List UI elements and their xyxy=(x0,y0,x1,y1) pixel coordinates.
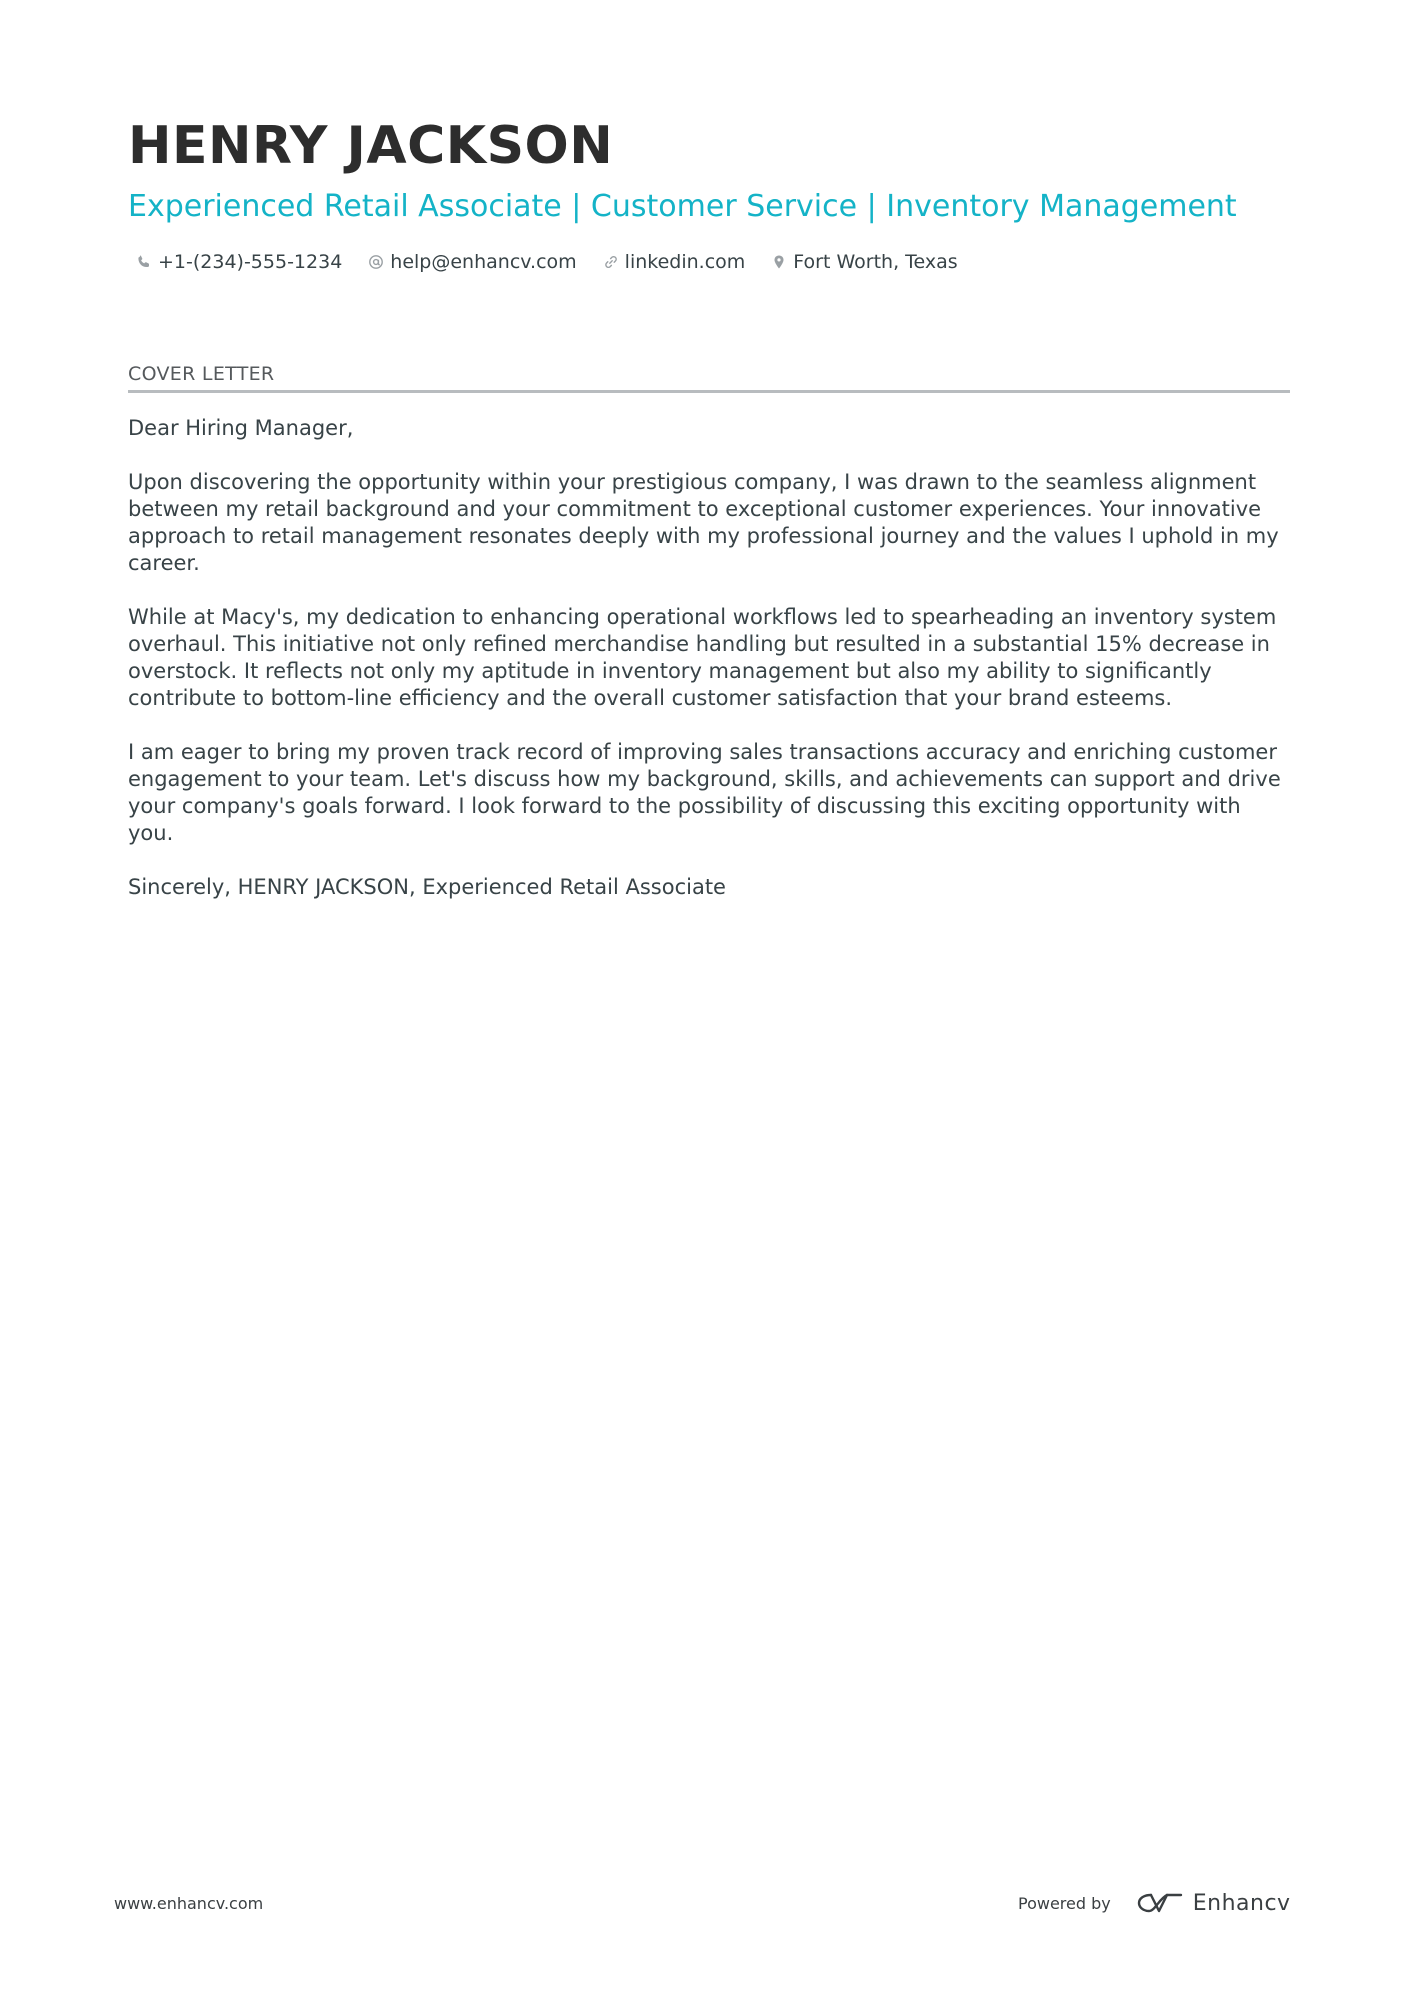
brand-name: Enhancv xyxy=(1192,1890,1291,1916)
enhancv-logo-icon xyxy=(1137,1890,1183,1916)
footer-url[interactable]: www.enhancv.com xyxy=(114,1894,264,1913)
letter-body xyxy=(128,415,1290,901)
candidate-headline: Experienced Retail Associate | Customer Service | Inventory Management xyxy=(128,189,1237,224)
phone-icon xyxy=(136,254,152,270)
letter-paragraph: Upon discovering the opportunity within your prestigious company, I was drawn to the seamless alignment between my retail background and your commitment to exceptional customer experiences. Your innovative approach to retail management resonates deeply with my professional journey and the values I uphold in my career. xyxy=(128,470,1279,575)
powered-by[interactable] xyxy=(1018,1890,1291,1916)
contact-email[interactable] xyxy=(368,251,576,273)
letter-paragraph: I am eager to bring my proven track record of improving sales transactions accuracy and enriching customer engagement to your team. Let's discuss how my background, skills, and achievements can support and drive your company's goals forward. I look forward to the possibility of discussing this exciting opportunity with you. xyxy=(128,740,1281,845)
candidate-name: HENRY JACKSON xyxy=(128,116,614,176)
contact-phone-text: +1-(234)-555-1234 xyxy=(158,251,343,273)
letter-greeting: Dear Hiring Manager, xyxy=(128,416,354,440)
letter-paragraph: While at Macy's, my dedication to enhancing operational workflows led to spearheading an inventory system overhaul. This initiative not only refined merchandise handling but resulted in a substantial 15% decrease in overstock. It reflects not only my aptitude in inventory management but also my ability to significantly contribute to bottom-line efficiency and the overall customer satisfaction that your brand esteems. xyxy=(128,605,1277,710)
contact-location-text: Fort Worth, Texas xyxy=(793,251,958,273)
location-icon xyxy=(771,254,787,270)
contact-bar xyxy=(136,248,1290,276)
contact-phone xyxy=(136,251,342,273)
contact-linkedin[interactable] xyxy=(603,251,746,273)
at-icon xyxy=(368,254,384,270)
page-content xyxy=(128,112,1290,928)
powered-by-label: Powered by xyxy=(1018,1893,1111,1913)
contact-location xyxy=(771,251,957,273)
contact-linkedin-text: linkedin.com xyxy=(624,251,746,273)
section-title: COVER LETTER xyxy=(128,362,1290,393)
link-icon xyxy=(603,254,619,270)
contact-email-text: help@enhancv.com xyxy=(390,251,577,273)
enhancv-logo xyxy=(1137,1890,1291,1916)
letter-closing: Sincerely, HENRY JACKSON, Experienced Retail Associate xyxy=(128,875,726,899)
